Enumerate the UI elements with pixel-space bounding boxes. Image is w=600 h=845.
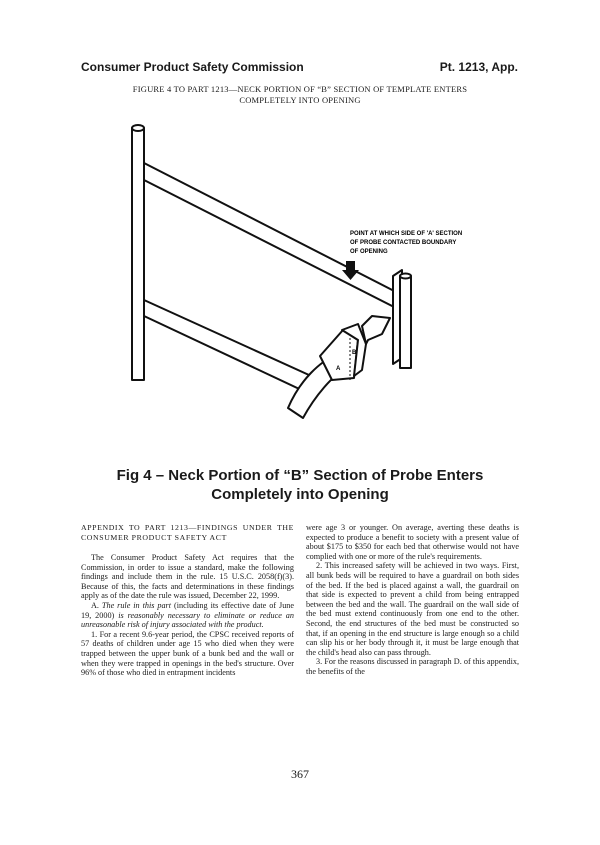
- annotation-line-1: POINT AT WHICH SIDE OF 'A' SECTION: [350, 231, 463, 237]
- finding-a-italic-1: The rule in this part: [101, 600, 172, 610]
- figure-title-line-2: COMPLETELY INTO OPENING: [239, 95, 361, 105]
- appendix-heading: APPENDIX TO PART 1213—FINDINGS UNDER THE CONSUMER PRODUCT SAFETY ACT: [81, 523, 294, 542]
- paragraph-finding-a: [81, 601, 294, 630]
- right-post: [400, 276, 411, 368]
- figure-title-line-1: FIGURE 4 TO PART 1213—NECK PORTION OF “B” SECTION OF TEMPLATE ENTERS: [132, 84, 468, 94]
- paragraph-continuation: were age 3 or younger. On average, averting these deaths is expected to produce a benefit to society with a present value of about $175 to $350 for each bed that otherwise would not have complied with one or more of the rule's requirements.: [306, 523, 519, 561]
- figure-caption-line-1: Fig 4 – Neck Portion of “B” Section of Probe Enters: [116, 467, 484, 484]
- finding-a-prefix: A.: [91, 600, 99, 610]
- paragraph-2: 2. This increased safety will be achieved in two ways. First, all bunk beds will be required to have a guardrail on both sides of the bed. If the bed is placed against a wall, the guardrail on that side is expected to prevent a child from being entrapped between the bed and the wall. The guardrail on the wall side of the bed must extend continuously from one end to the other. Second, the end structures of the bed must be constructed so that, if an opening in the end structure is large enough so a child can slip his or her body through it, it must be large enough that the child's head also can pass through.: [306, 561, 519, 657]
- finding-a-middle: (including its effective date of June 19, 2000): [81, 600, 295, 620]
- figure-caption: [60, 466, 540, 504]
- probe-label-b: B: [352, 350, 357, 356]
- probe-arm: [362, 316, 390, 344]
- illustration-svg: [110, 118, 463, 428]
- running-header-right: Pt. 1213, App.: [439, 60, 518, 74]
- right-post-top: [400, 274, 411, 279]
- text-column-right: [306, 523, 519, 677]
- left-post: [132, 128, 144, 380]
- figure-caption-line-2: Completely into Opening: [211, 486, 389, 503]
- paragraph-3: 3. For the reasons discussed in paragraph D. of this appendix, the benefits of the: [306, 657, 519, 676]
- probe-label-a: A: [336, 366, 341, 372]
- lower-rail: [144, 300, 320, 394]
- running-header-left: Consumer Product Safety Commission: [81, 60, 304, 74]
- figure-title: [90, 84, 510, 106]
- finding-a-italic-2: is reasonably necessary to eliminate or reduce an unreasonable risk of injury associated with the product.: [81, 610, 294, 630]
- bunk-bed-probe-illustration: [110, 118, 463, 428]
- annotation-line-3: OF OPENING: [350, 249, 388, 255]
- annotation-line-2: OF PROBE CONTACTED BOUNDARY: [350, 240, 457, 246]
- left-post-top: [132, 125, 144, 131]
- text-column-left: [81, 523, 294, 678]
- paragraph-1: 1. For a recent 9.6-year period, the CPSC received reports of 57 deaths of children under age 15 who died when they were trapped between the upper bunk of a bunk bed and the wall or when they were trapped in openings in the bed's structure. Over 96% of those who died in entrapment incidents: [81, 629, 294, 678]
- page-number: 367: [291, 767, 309, 781]
- paragraph-intro: The Consumer Product Safety Act requires that the Commission, in order to issue a standard, make the following findings and include them in the rule. 15 U.S.C. 2058(f)(3). Because of this, the facts and determinations in these findings apply as of the date the rule was issued, December 22, 1999.: [81, 553, 294, 601]
